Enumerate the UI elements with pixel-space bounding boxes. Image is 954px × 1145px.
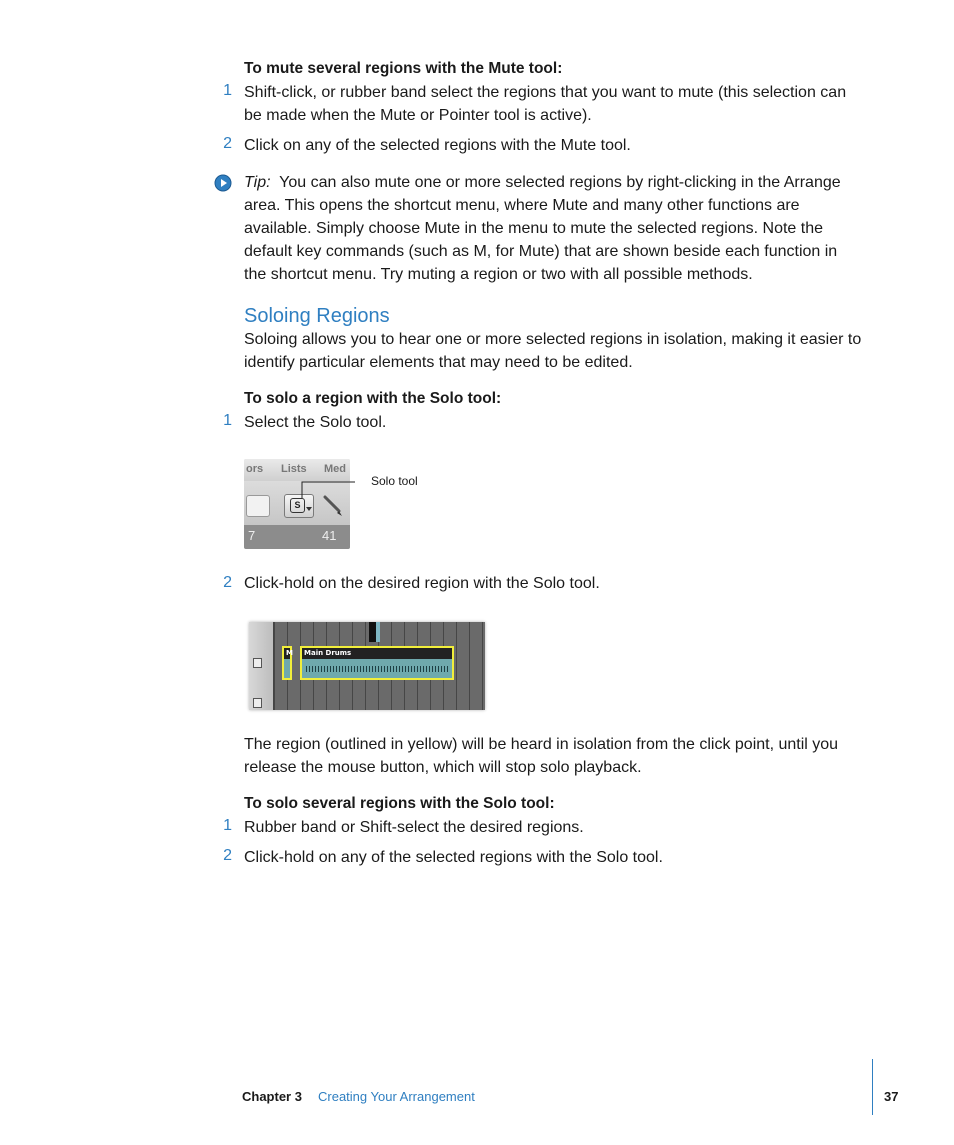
tip-line: default key commands (such as M, for Mute) that are shown beside each function in bbox=[244, 243, 838, 260]
playhead-line bbox=[376, 622, 380, 642]
step-number: 1 bbox=[223, 82, 232, 99]
tip-line: You can also mute one or more selected regions by right-clicking in the Arrange bbox=[279, 174, 841, 191]
step-number: 1 bbox=[223, 412, 232, 429]
result-line: The region (outlined in yellow) will be heard in isolation from the click point, until you bbox=[244, 736, 839, 753]
step-text bbox=[244, 81, 846, 127]
region-label: Main Drums bbox=[302, 648, 452, 659]
step-number: 1 bbox=[223, 817, 232, 834]
menu-item: ors bbox=[246, 463, 264, 475]
menu-item: Med bbox=[324, 463, 346, 475]
menu-item: Lists bbox=[281, 463, 307, 475]
ruler-number: 41 bbox=[322, 528, 337, 543]
result-text bbox=[244, 733, 838, 779]
region-label: M bbox=[286, 649, 293, 657]
ruler-number: 7 bbox=[248, 528, 256, 543]
intro-line: identify particular elements that may need to be edited. bbox=[244, 354, 633, 371]
step-text: Select the Solo tool. bbox=[244, 414, 387, 431]
solo-several-heading: To solo several regions with the Solo tool: bbox=[244, 795, 555, 812]
arrange-grid bbox=[274, 622, 485, 710]
intro-line: Soloing allows you to hear one or more selected regions in isolation, making it easier to bbox=[244, 331, 862, 348]
step-text: Click on any of the selected regions with the Mute tool. bbox=[244, 137, 631, 154]
step-text: Click-hold on any of the selected regions with the Solo tool. bbox=[244, 849, 663, 866]
step-text: Rubber band or Shift-select the desired regions. bbox=[244, 819, 584, 836]
step-number: 2 bbox=[223, 135, 232, 152]
section-intro bbox=[244, 328, 861, 374]
track-icon bbox=[253, 698, 262, 708]
tip-line: area. This opens the shortcut menu, where Mute and many other functions are bbox=[244, 197, 800, 214]
tip-line: the shortcut menu. Try muting a region or two with all possible methods. bbox=[244, 266, 753, 283]
tip-block bbox=[244, 171, 874, 286]
footer-chapter-title: Creating Your Arrangement bbox=[318, 1089, 475, 1104]
footer-divider bbox=[872, 1059, 873, 1115]
mute-task-heading: To mute several regions with the Mute tool: bbox=[244, 60, 563, 77]
result-line: release the mouse button, which will stop solo playback. bbox=[244, 759, 642, 776]
track-icon bbox=[253, 658, 262, 668]
track-header bbox=[249, 622, 274, 710]
callout-line bbox=[300, 479, 356, 499]
callout-label: Solo tool bbox=[371, 474, 418, 488]
step-text-line: Shift-click, or rubber band select the regions that you want to mute (this selection can bbox=[244, 84, 847, 101]
region-small bbox=[282, 646, 292, 680]
solo-task-heading: To solo a region with the Solo tool: bbox=[244, 390, 502, 407]
menu-bar bbox=[244, 459, 350, 481]
stepper-control bbox=[246, 495, 270, 517]
tip-line: available. Simply choose Mute in the menu to mute the selected regions. Note the bbox=[244, 220, 823, 237]
solo-icon: S bbox=[290, 498, 305, 513]
page-number: 37 bbox=[884, 1089, 899, 1104]
waveform bbox=[306, 666, 448, 672]
step-number: 2 bbox=[223, 574, 232, 591]
arrange-area-screenshot bbox=[249, 622, 485, 710]
step-number: 2 bbox=[223, 847, 232, 864]
step-text: Click-hold on the desired region with the Solo tool. bbox=[244, 575, 600, 592]
footer-chapter: Chapter 3 bbox=[242, 1089, 302, 1104]
region-main-drums bbox=[300, 646, 454, 680]
tip-label: Tip: bbox=[244, 174, 271, 191]
bar-ruler bbox=[244, 525, 350, 549]
step-text-line: be made when the Mute or Pointer tool is active). bbox=[244, 107, 592, 124]
tip-arrow-icon bbox=[214, 174, 232, 192]
chevron-down-icon bbox=[306, 507, 312, 512]
section-title: Soloing Regions bbox=[244, 305, 390, 327]
solo-tool-screenshot bbox=[244, 459, 350, 549]
